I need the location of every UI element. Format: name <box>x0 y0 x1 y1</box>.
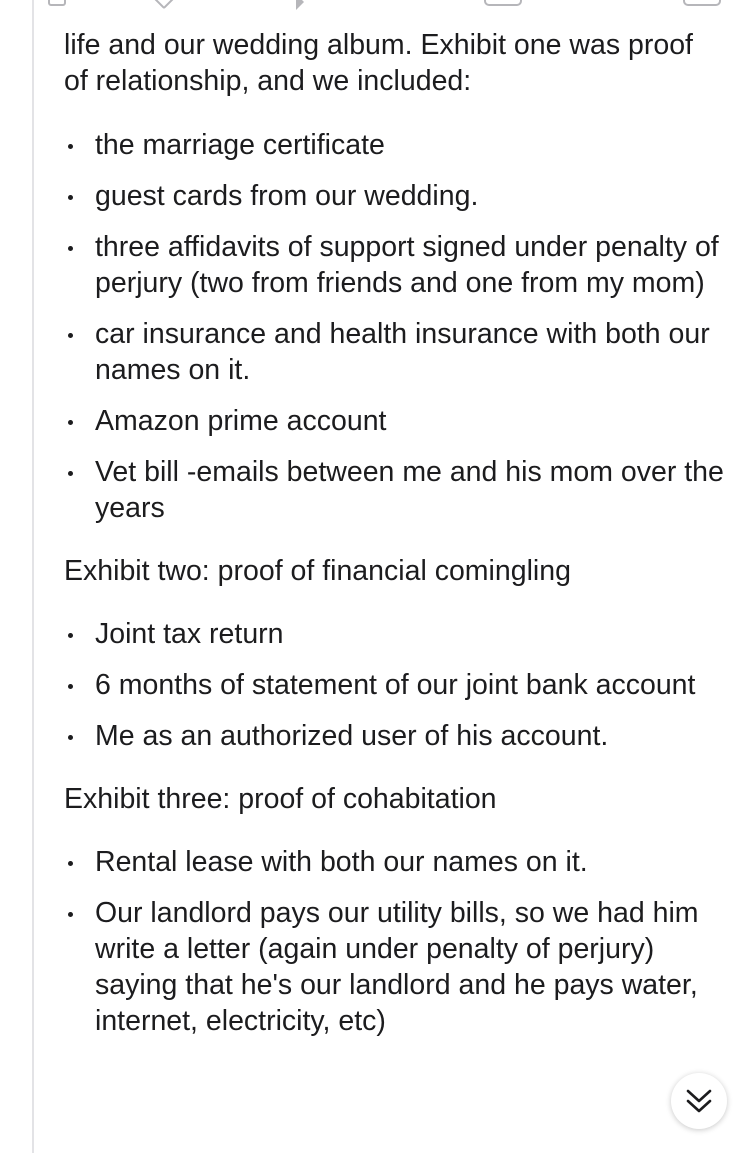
bullet-icon <box>68 735 73 740</box>
top-toolbar <box>0 0 750 10</box>
list-item-text: Joint tax return <box>95 618 284 650</box>
bullet-icon <box>68 333 73 338</box>
list-item-text: three affidavits of support signed under penalty of perjury (two from friends and one from my mom) <box>95 231 719 299</box>
list-item <box>64 718 724 754</box>
list-item <box>64 229 724 301</box>
post-body <box>64 27 724 1066</box>
draft-icon[interactable] <box>48 0 66 6</box>
bullet-icon <box>68 861 73 866</box>
list-item-text: Amazon prime account <box>95 405 387 437</box>
list-item-text: 6 months of statement of our joint bank account <box>95 669 696 701</box>
list-item <box>64 127 724 163</box>
list-item-text: Me as an authorized user of his account. <box>95 720 609 752</box>
scroll-to-bottom-button[interactable] <box>671 1073 727 1129</box>
list-item-text: Rental lease with both our names on it. <box>95 846 588 878</box>
bullet-icon <box>68 633 73 638</box>
list-item <box>64 844 724 880</box>
exhibit-two-heading: Exhibit two: proof of financial comingling <box>64 555 571 587</box>
list-item <box>64 178 724 214</box>
exhibit-three-heading: Exhibit three: proof of cohabitation <box>64 783 497 815</box>
list-item <box>64 667 724 703</box>
bullet-icon <box>68 246 73 251</box>
list-item-text: guest cards from our wedding. <box>95 180 479 212</box>
list-item-text: the marriage certificate <box>95 129 385 161</box>
bullet-icon <box>68 471 73 476</box>
blockquote-bar <box>32 0 34 1153</box>
bullet-icon <box>68 144 73 149</box>
list-item-text: car insurance and health insurance with both our names on it. <box>95 318 710 386</box>
share-icon[interactable] <box>296 0 304 8</box>
bullet-icon <box>68 420 73 425</box>
list-item-text: Vet bill -emails between me and his mom over the years <box>95 456 724 524</box>
heart-icon[interactable] <box>153 0 176 9</box>
list-item <box>64 316 724 388</box>
list-item <box>64 616 724 652</box>
intro-paragraph: life and our wedding album. Exhibit one was proof of relationship, and we included: <box>64 29 693 97</box>
list-item <box>64 895 724 1039</box>
exhibit-one-list <box>64 127 724 526</box>
chevron-double-down-icon <box>682 1084 716 1118</box>
exhibit-three-list <box>64 844 724 1039</box>
bullet-icon <box>68 912 73 917</box>
more-icon[interactable] <box>683 0 721 6</box>
list-item <box>64 403 724 439</box>
list-item-text: Our landlord pays our utility bills, so we had him write a letter (again under penalty of perjury) saying that he's our landlord and he pays water, internet, electricity, etc) <box>95 897 699 1037</box>
exhibit-two-list <box>64 616 724 754</box>
bullet-icon <box>68 195 73 200</box>
list-item <box>64 454 724 526</box>
bullet-icon <box>68 684 73 689</box>
comment-icon[interactable] <box>484 0 522 6</box>
